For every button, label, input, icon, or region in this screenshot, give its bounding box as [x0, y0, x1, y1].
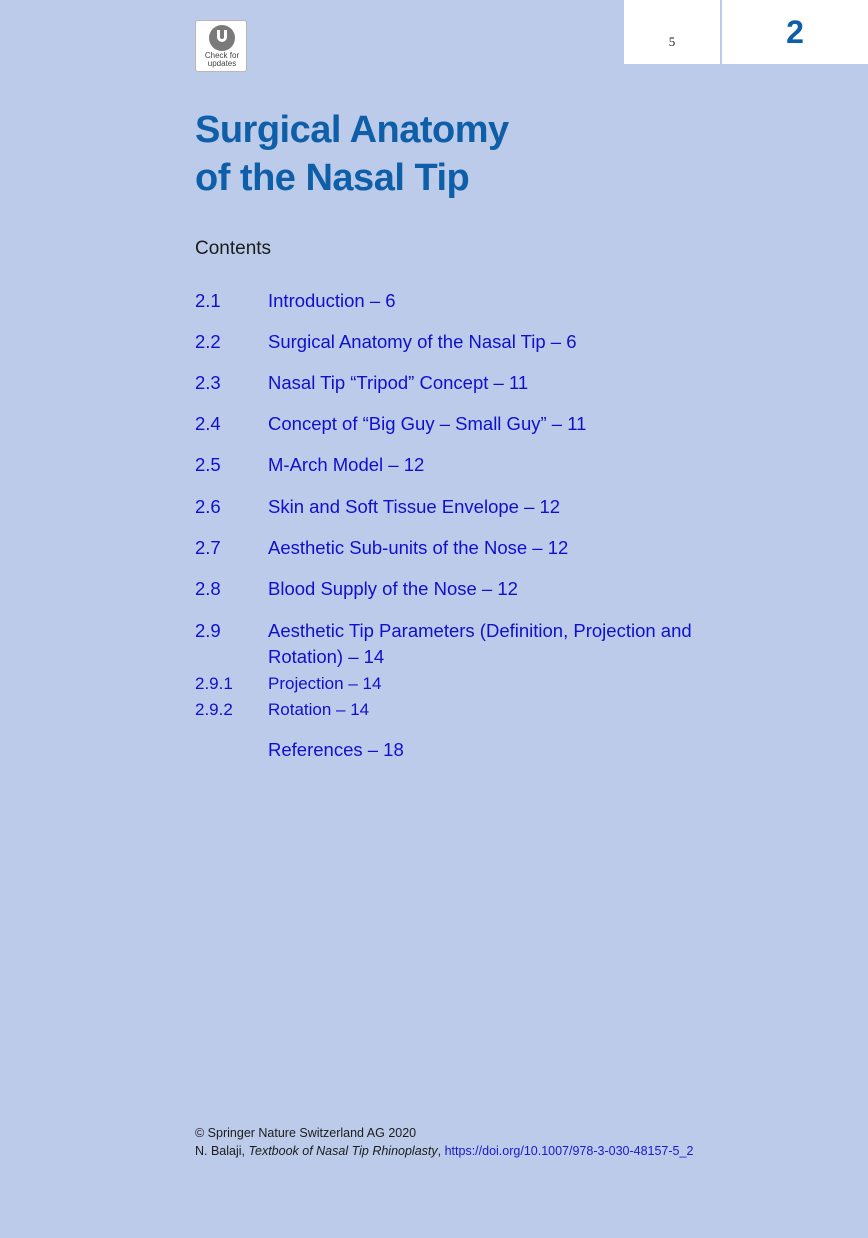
toc-entry-label[interactable]: Blood Supply of the Nose – 12: [268, 578, 518, 599]
copyright-line: © Springer Nature Switzerland AG 2020: [195, 1126, 417, 1140]
toc-entry-label[interactable]: Rotation – 14: [268, 700, 370, 719]
citation-book-title: Textbook of Nasal Tip Rhinoplasty: [248, 1144, 438, 1158]
toc-entry-number: 2.3: [195, 372, 221, 393]
toc-entry-number: 2.7: [195, 537, 221, 558]
toc-entry-label[interactable]: Nasal Tip “Tripod” Concept – 11: [268, 372, 529, 393]
chapter-number: 2: [786, 14, 804, 50]
toc-entry-number: 2.2: [195, 331, 221, 352]
toc-entry-label[interactable]: Introduction – 6: [268, 290, 396, 311]
toc-entry-number: 2.4: [195, 413, 221, 434]
toc-entry-number: 2.5: [195, 454, 221, 475]
citation-author: N. Balaji,: [195, 1144, 246, 1158]
check-for-updates-icon: [209, 25, 235, 51]
page-number: 5: [668, 34, 676, 49]
toc-entry-number: 2.9.1: [195, 674, 233, 693]
page-number-box: [624, 0, 720, 64]
check-for-updates-badge[interactable]: [195, 20, 247, 72]
toc-entry-label[interactable]: Surgical Anatomy of the Nasal Tip – 6: [268, 331, 577, 352]
toc-entry-number: 2.9.2: [195, 700, 233, 719]
citation-line: [195, 1142, 693, 1160]
chapter-title-line-1: Surgical Anatomy: [195, 109, 509, 151]
toc-entry-label[interactable]: References – 18: [268, 739, 404, 760]
check-for-updates-label: Check for updates: [204, 51, 240, 68]
citation-separator: ,: [437, 1144, 442, 1158]
toc-entry-number: 2.1: [195, 290, 221, 311]
chapter-title: [195, 106, 509, 202]
toc-entry-label[interactable]: Aesthetic Tip Parameters (Definition, Projection and Rotation) – 14: [268, 620, 692, 667]
toc-entry-number: 2.6: [195, 496, 221, 517]
toc-entry-label[interactable]: Projection – 14: [268, 674, 382, 693]
toc-entry-label[interactable]: Skin and Soft Tissue Envelope – 12: [268, 496, 561, 517]
chapter-title-line-2: of the Nasal Tip: [195, 157, 470, 199]
toc-entry-number: 2.8: [195, 578, 221, 599]
toc-entry-label[interactable]: M-Arch Model – 12: [268, 454, 425, 475]
toc-entry-label[interactable]: Aesthetic Sub-units of the Nose – 12: [268, 537, 569, 558]
footer: [195, 1124, 693, 1160]
toc-entry-label[interactable]: Concept of “Big Guy – Small Guy” – 11: [268, 413, 587, 434]
toc-entry-number: 2.9: [195, 620, 221, 641]
chapter-number-box: [722, 0, 868, 64]
doi-link[interactable]: https://doi.org/10.1007/978-3-030-48157-5_2: [444, 1144, 694, 1158]
contents-heading: Contents: [195, 238, 272, 259]
